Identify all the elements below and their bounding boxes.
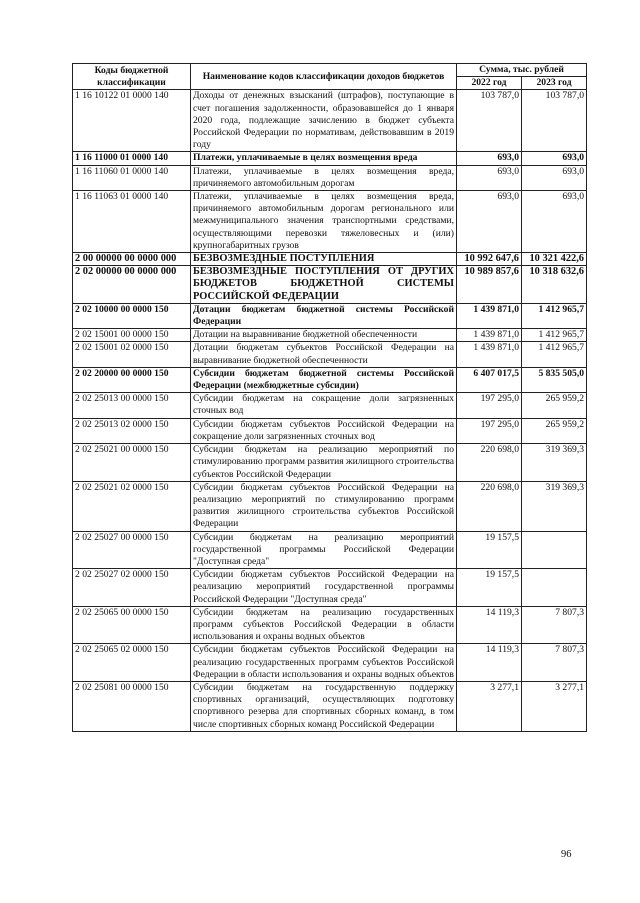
row-name: Платежи, уплачиваемые в целях возмещения вреда, причиняемого автомобильным дорогам регионального или межмуниципального значения транспортными средствами, осуществляющими перевозки тяжеловесных и (или) крупногабаритных грузов — [191, 191, 457, 253]
row-value-2022: 14 119,3 — [457, 606, 522, 644]
row-name: Субсидии бюджетам на реализацию государственных программ субъектов Российской Федерации в области использования и охраны водных объектов — [191, 606, 457, 644]
row-value-2023 — [522, 569, 587, 607]
row-value-2023: 103 787,0 — [522, 90, 587, 152]
row-name: Дотации на выравнивание бюджетной обеспеченности — [191, 329, 457, 342]
row-value-2022: 220 698,0 — [457, 444, 522, 482]
row-value-2022: 693,0 — [457, 191, 522, 253]
header-year-2023: 2023 год — [522, 77, 587, 90]
row-name: Дотации бюджетам бюджетной системы Российской Федерации — [191, 303, 457, 328]
table-row — [73, 569, 587, 607]
row-code: 2 02 25013 02 0000 150 — [73, 418, 191, 443]
row-value-2022: 693,0 — [457, 152, 522, 165]
row-value-2022: 197 295,0 — [457, 393, 522, 418]
row-value-2022: 14 119,3 — [457, 644, 522, 682]
row-value-2023: 265 959,2 — [522, 418, 587, 443]
row-value-2023: 1 412 965,7 — [522, 342, 587, 367]
row-value-2022: 1 439 871,0 — [457, 342, 522, 367]
row-name: Доходы от денежных взысканий (штрафов), поступающие в счет погашения задолженности, образовавшейся до 1 января 2020 года, подлежащие зачислению в бюджет субъекта Российской Федерации по нормативам, действовавшим в 2019 году — [191, 90, 457, 152]
row-value-2023: 5 835 505,0 — [522, 367, 587, 392]
row-value-2022: 19 157,5 — [457, 531, 522, 569]
row-code: 2 02 25021 02 0000 150 — [73, 481, 191, 531]
table-row — [73, 393, 587, 418]
table-row — [73, 531, 587, 569]
row-code: 1 16 11060 01 0000 140 — [73, 165, 191, 190]
page-number: 96 — [561, 849, 572, 860]
row-value-2023: 693,0 — [522, 152, 587, 165]
row-name: БЕЗВОЗМЕЗДНЫЕ ПОСТУПЛЕНИЯ — [191, 253, 457, 266]
row-value-2022: 3 277,1 — [457, 681, 522, 731]
row-value-2023: 3 277,1 — [522, 681, 587, 731]
row-code: 1 16 10122 01 0000 140 — [73, 90, 191, 152]
row-value-2022: 693,0 — [457, 165, 522, 190]
table-row — [73, 191, 587, 253]
table-row — [73, 90, 587, 152]
header-name: Наименование кодов классификации доходов бюджетов — [191, 64, 457, 90]
header-code: Коды бюджетной классификации — [73, 64, 191, 90]
row-code: 2 02 25065 02 0000 150 — [73, 644, 191, 682]
row-value-2022: 10 989 857,6 — [457, 266, 522, 304]
table-row — [73, 444, 587, 482]
row-code: 1 16 11063 01 0000 140 — [73, 191, 191, 253]
row-code: 2 02 25065 00 0000 150 — [73, 606, 191, 644]
table-row — [73, 165, 587, 190]
table-row — [73, 481, 587, 531]
table-row — [73, 266, 587, 304]
row-value-2023: 693,0 — [522, 165, 587, 190]
revenue-table — [72, 63, 587, 732]
row-value-2022: 103 787,0 — [457, 90, 522, 152]
table-row — [73, 418, 587, 443]
row-code: 2 02 20000 00 0000 150 — [73, 367, 191, 392]
table-row — [73, 681, 587, 731]
row-code: 2 02 25081 00 0000 150 — [73, 681, 191, 731]
row-value-2022: 10 992 647,6 — [457, 253, 522, 266]
table-row — [73, 342, 587, 367]
row-value-2023: 7 807,3 — [522, 644, 587, 682]
row-code: 2 02 10000 00 0000 150 — [73, 303, 191, 328]
row-code: 2 00 00000 00 0000 000 — [73, 253, 191, 266]
table-row — [73, 253, 587, 266]
row-name: Субсидии бюджетам на государственную поддержку спортивных организаций, осуществляющих подготовку спортивного резерва для спортивных сборных команд, в том числе спортивных сборных команд Российской Федерации — [191, 681, 457, 731]
row-value-2023: 1 412 965,7 — [522, 329, 587, 342]
row-code: 2 02 15001 00 0000 150 — [73, 329, 191, 342]
row-value-2023: 319 369,3 — [522, 444, 587, 482]
row-value-2023: 7 807,3 — [522, 606, 587, 644]
table-row — [73, 367, 587, 392]
row-name: Субсидии бюджетам бюджетной системы Российской Федерации (межбюджетные субсидии) — [191, 367, 457, 392]
row-value-2022: 197 295,0 — [457, 418, 522, 443]
table-row — [73, 152, 587, 165]
row-value-2023: 10 318 632,6 — [522, 266, 587, 304]
row-value-2023: 265 959,2 — [522, 393, 587, 418]
row-value-2022: 6 407 017,5 — [457, 367, 522, 392]
table-row — [73, 303, 587, 328]
row-code: 2 02 00000 00 0000 000 — [73, 266, 191, 304]
row-code: 2 02 15001 02 0000 150 — [73, 342, 191, 367]
row-name: Субсидии бюджетам на реализацию мероприятий по стимулированию программ развития жилищного строительства субъектов Российской Федерации — [191, 444, 457, 482]
header-year-2022: 2022 год — [457, 77, 522, 90]
table-row — [73, 644, 587, 682]
row-code: 2 02 25027 02 0000 150 — [73, 569, 191, 607]
row-value-2022: 220 698,0 — [457, 481, 522, 531]
row-code: 2 02 25013 00 0000 150 — [73, 393, 191, 418]
row-name: Субсидии бюджетам на реализацию мероприятий государственной программы Российской Федерации "Доступная среда" — [191, 531, 457, 569]
row-value-2023: 1 412 965,7 — [522, 303, 587, 328]
row-value-2022: 19 157,5 — [457, 569, 522, 607]
row-name: Дотации бюджетам субъектов Российской Федерации на выравнивание бюджетной обеспеченности — [191, 342, 457, 367]
row-name: Субсидии бюджетам субъектов Российской Федерации на реализацию мероприятий по стимулированию программ развития жилищного строительства субъектов Российской Федерации — [191, 481, 457, 531]
row-value-2023: 10 321 422,6 — [522, 253, 587, 266]
row-name: Платежи, уплачиваемые в целях возмещения вреда, причиняемого автомобильным дорогам — [191, 165, 457, 190]
table-row — [73, 606, 587, 644]
row-value-2023: 693,0 — [522, 191, 587, 253]
row-value-2023: 319 369,3 — [522, 481, 587, 531]
row-name: Субсидии бюджетам субъектов Российской Федерации на реализацию мероприятий государственной программы Российской Федерации "Доступная среда" — [191, 569, 457, 607]
row-code: 2 02 25021 00 0000 150 — [73, 444, 191, 482]
table-row — [73, 329, 587, 342]
row-name: БЕЗВОЗМЕЗДНЫЕ ПОСТУПЛЕНИЯ ОТ ДРУГИХ БЮДЖЕТОВ БЮДЖЕТНОЙ СИСТЕМЫ РОССИЙСКОЙ ФЕДЕРАЦИИ — [191, 266, 457, 304]
row-code: 1 16 11000 01 0000 140 — [73, 152, 191, 165]
header-sum: Сумма, тыс. рублей — [457, 64, 587, 77]
row-name: Платежи, уплачиваемые в целях возмещения вреда — [191, 152, 457, 165]
row-value-2022: 1 439 871,0 — [457, 303, 522, 328]
row-name: Субсидии бюджетам на сокращение доли загрязненных сточных вод — [191, 393, 457, 418]
row-value-2022: 1 439 871,0 — [457, 329, 522, 342]
row-name: Субсидии бюджетам субъектов Российской Федерации на сокращение доли загрязненных сточных вод — [191, 418, 457, 443]
row-name: Субсидии бюджетам субъектов Российской Федерации на реализацию государственных программ субъектов Российской Федерации в области использования и охраны водных объектов — [191, 644, 457, 682]
row-value-2023 — [522, 531, 587, 569]
row-code: 2 02 25027 00 0000 150 — [73, 531, 191, 569]
